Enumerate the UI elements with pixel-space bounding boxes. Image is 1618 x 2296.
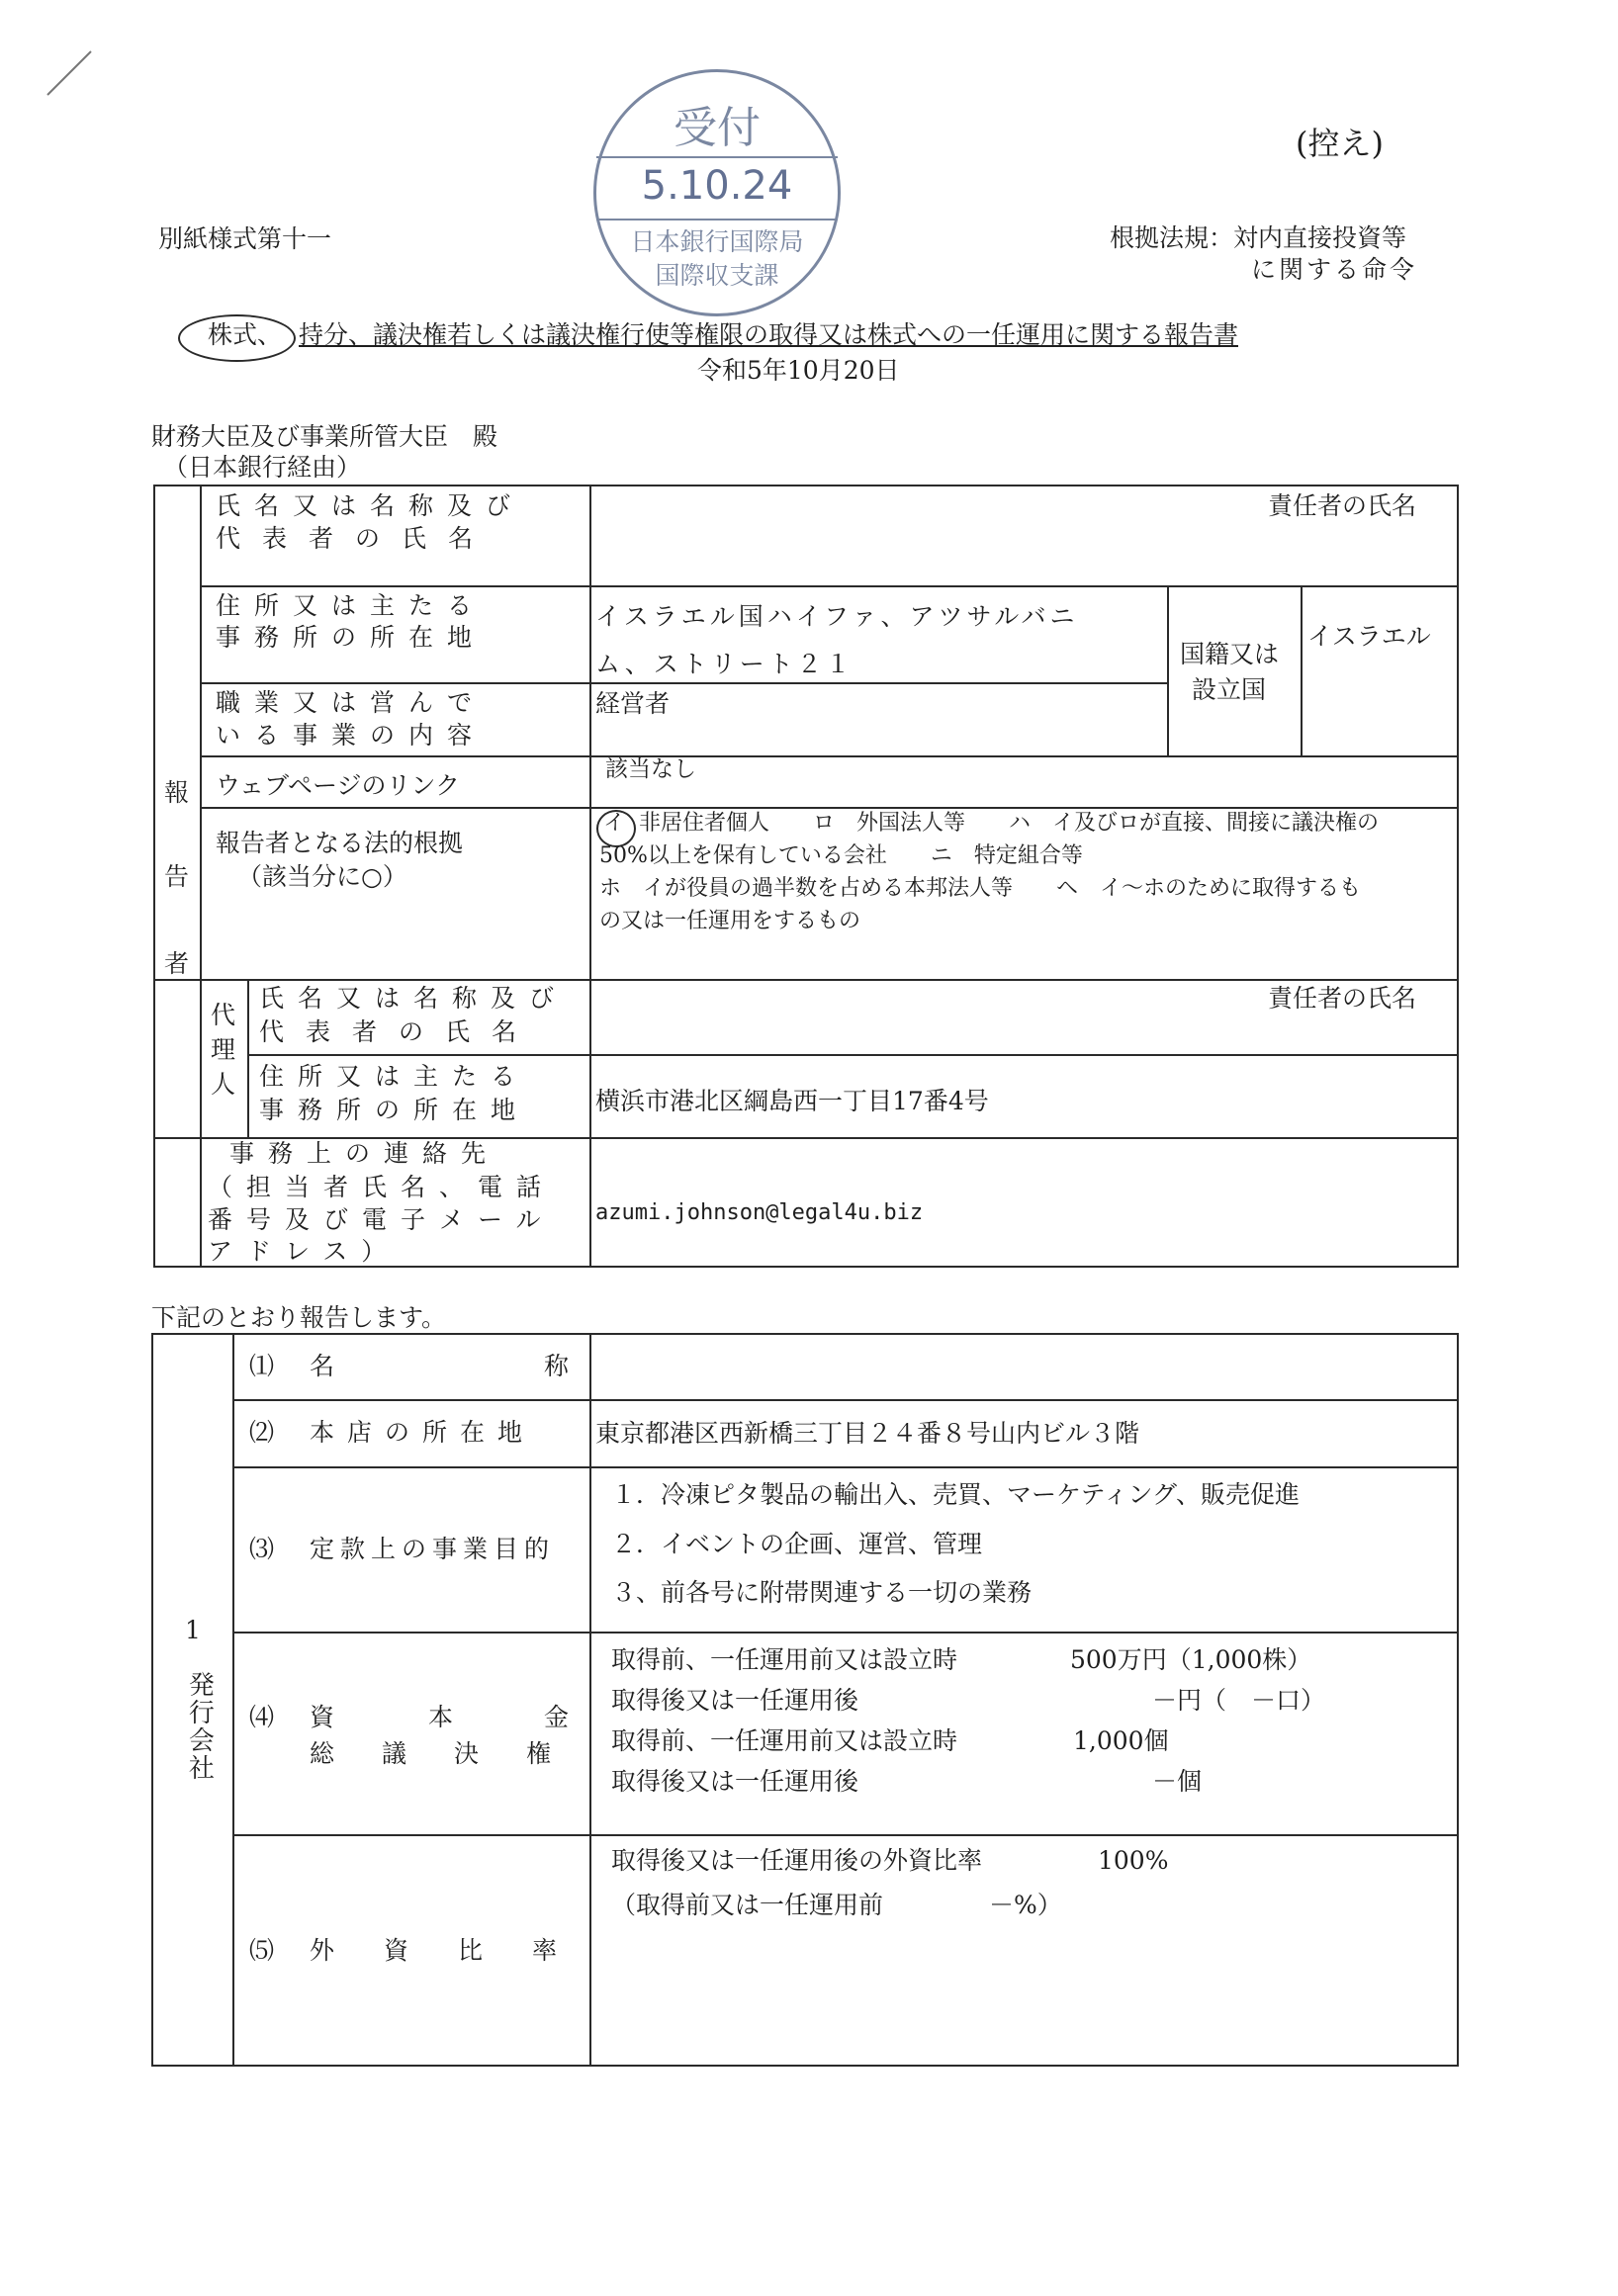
company-section-number: 1 — [185, 1616, 201, 1644]
stamp-label: 受付 — [674, 103, 761, 153]
ratio-before-value: －%） — [989, 1891, 1062, 1919]
contact-label-2: （担当者氏名、電話 — [208, 1173, 556, 1201]
capital-label-a2: 本 — [428, 1703, 454, 1731]
basis-line-3: ホ イが役員の過半数を占める本邦法人等 ヘ イ～ホのために取得するも — [599, 876, 1362, 901]
ratio-after-value: 100% — [1098, 1846, 1169, 1875]
contact-email[interactable]: azumi.johnson@legal4u.biz — [595, 1200, 924, 1225]
purpose-item-3: ３、前各号に附帯関連する一切の業務 — [611, 1578, 1033, 1607]
basis-line-1: 非居住者個人 ロ 外国法人等 ハ イ及びロが直接、間接に議決権の — [639, 811, 1380, 836]
purpose-item-2: ２．イベントの企画、運営、管理 — [611, 1530, 983, 1558]
agent-address-label-2: 事務所の所在地 — [259, 1096, 530, 1124]
title-text: 持分、議決権若しくは議決権行使等権限の取得又は株式への一任運用に関する報告書 — [299, 320, 1239, 349]
basis-line-2: 50%以上を保有している会社 ニ 特定組合等 — [599, 843, 1083, 868]
reporter-address-label-2: 事務所の所在地 — [216, 623, 487, 652]
legal-basis-1: 根拠法規：対内直接投資等 — [1110, 223, 1407, 252]
report-date: 令和5年10月20日 — [697, 356, 900, 385]
title-circled-word: 株式、 — [208, 320, 283, 349]
purpose-item-1: １．冷凍ピタ製品の輸出入、売買、マーケティング、販売促進 — [611, 1480, 1301, 1509]
legal-basis-2: に関する命令 — [1251, 255, 1418, 284]
basis-label-1: 報告者となる法的根拠 — [216, 829, 464, 857]
pen-mark — [40, 44, 99, 103]
agent-address: 横浜市港北区綱島西一丁目17番4号 — [595, 1087, 989, 1115]
company-capital-no: ⑷ — [249, 1703, 275, 1731]
agent-name-label-2: 代表者の氏名 — [259, 1017, 539, 1046]
ratio-before-label: （取得前又は一任運用前 — [611, 1891, 884, 1919]
nationality-label-2: 設立国 — [1192, 675, 1267, 704]
stamp-org-2: 国際収支課 — [655, 261, 779, 290]
company-name-label-a: 名 — [310, 1352, 335, 1380]
report-intro: 下記のとおり報告します。 — [151, 1303, 447, 1332]
company-ratio-label: 外資比率 — [310, 1936, 607, 1965]
stamp-date: 5.10.24 — [641, 163, 793, 209]
votes-before-value: 1,000個 — [1073, 1726, 1169, 1755]
form-number: 別紙様式第十一 — [158, 224, 332, 253]
capital-before-label: 取得前、一任運用前又は設立時 — [611, 1645, 958, 1674]
reporter-name-label-2: 代表者の氏名 — [216, 524, 495, 553]
company-hq-no: ⑵ — [249, 1418, 275, 1447]
capital-label-a3: 金 — [544, 1703, 570, 1731]
capital-label-a1: 資 — [310, 1703, 335, 1731]
receipt-stamp — [593, 69, 841, 316]
reporter-occupation: 経営者 — [595, 689, 671, 718]
reporter-occupation-label-2: いる事業の内容 — [216, 721, 487, 750]
capital-label-b: 総議決権 — [310, 1739, 599, 1768]
capital-after-label: 取得後又は一任運用後 — [611, 1686, 859, 1715]
company-purpose-label: 定款上の事業目的 — [310, 1535, 556, 1563]
contact-label-3: 番号及び電子メール — [208, 1205, 555, 1234]
company-ratio-no: ⑸ — [249, 1936, 275, 1965]
basis-line-4: の又は一任運用をするもの — [599, 909, 861, 933]
agent-side-2: 理 — [211, 1035, 236, 1064]
reporter-responsible: 責任者の氏名 — [1268, 491, 1417, 520]
nationality-value: イスラエル — [1307, 622, 1431, 651]
agent-name-label-1: 氏名又は名称及び — [259, 984, 569, 1013]
reporter-name-label-1: 氏名又は名称及び — [216, 491, 525, 520]
votes-before-label: 取得前、一任運用前又は設立時 — [611, 1726, 958, 1755]
reporter-side-3: 者 — [164, 949, 190, 978]
capital-before-value: 500万円（1,000株） — [1070, 1645, 1312, 1674]
agent-responsible: 責任者の氏名 — [1268, 984, 1417, 1013]
votes-after-label: 取得後又は一任運用後 — [611, 1767, 859, 1796]
company-hq-value: 東京都港区西新橋三丁目２４番８号山内ビル３階 — [595, 1419, 1140, 1448]
web-label: ウェブページのリンク — [216, 771, 461, 800]
votes-after-value: －個 — [1152, 1767, 1203, 1796]
copy-mark: (控え) — [1296, 125, 1384, 162]
addressee-via: （日本銀行経由） — [163, 453, 362, 482]
reporter-side-1: 報 — [164, 778, 190, 807]
addressee: 財務大臣及び事業所管大臣 殿 — [151, 422, 498, 451]
company-section-label: 発行会社 — [184, 1671, 215, 1782]
reporter-occupation-label-1: 職業又は営んで — [216, 688, 487, 717]
contact-label-4: アドレス） — [208, 1237, 401, 1266]
company-hq-label: 本店の所在地 — [310, 1418, 536, 1447]
agent-side-1: 代 — [211, 1001, 236, 1029]
agent-address-label-1: 住所又は主たる — [259, 1062, 530, 1091]
nationality-label-1: 国籍又は — [1180, 640, 1280, 668]
company-purpose-no: ⑶ — [249, 1535, 275, 1563]
company-name-label-b: 称 — [544, 1352, 570, 1380]
agent-side-3: 人 — [211, 1070, 236, 1099]
reporter-address-1: イスラエル国ハイファ、アツサルバニ — [595, 602, 1079, 631]
company-name-no: ⑴ — [249, 1352, 275, 1380]
stamp-org-1: 日本銀行国際局 — [630, 227, 804, 256]
capital-after-value: －円（ －口） — [1152, 1686, 1326, 1715]
contact-label-1: 事務上の連絡先 — [229, 1139, 500, 1168]
basis-circled: イ — [603, 811, 626, 836]
reporter-address-2: ム、ストリート２１ — [595, 650, 854, 678]
ratio-after-label: 取得後又は一任運用後の外資比率 — [611, 1846, 983, 1875]
web-value: 該当なし — [605, 756, 696, 782]
basis-label-2: （該当分に○） — [237, 862, 407, 891]
reporter-side-2: 告 — [164, 862, 190, 891]
reporter-address-label-1: 住所又は主たる — [216, 591, 487, 620]
